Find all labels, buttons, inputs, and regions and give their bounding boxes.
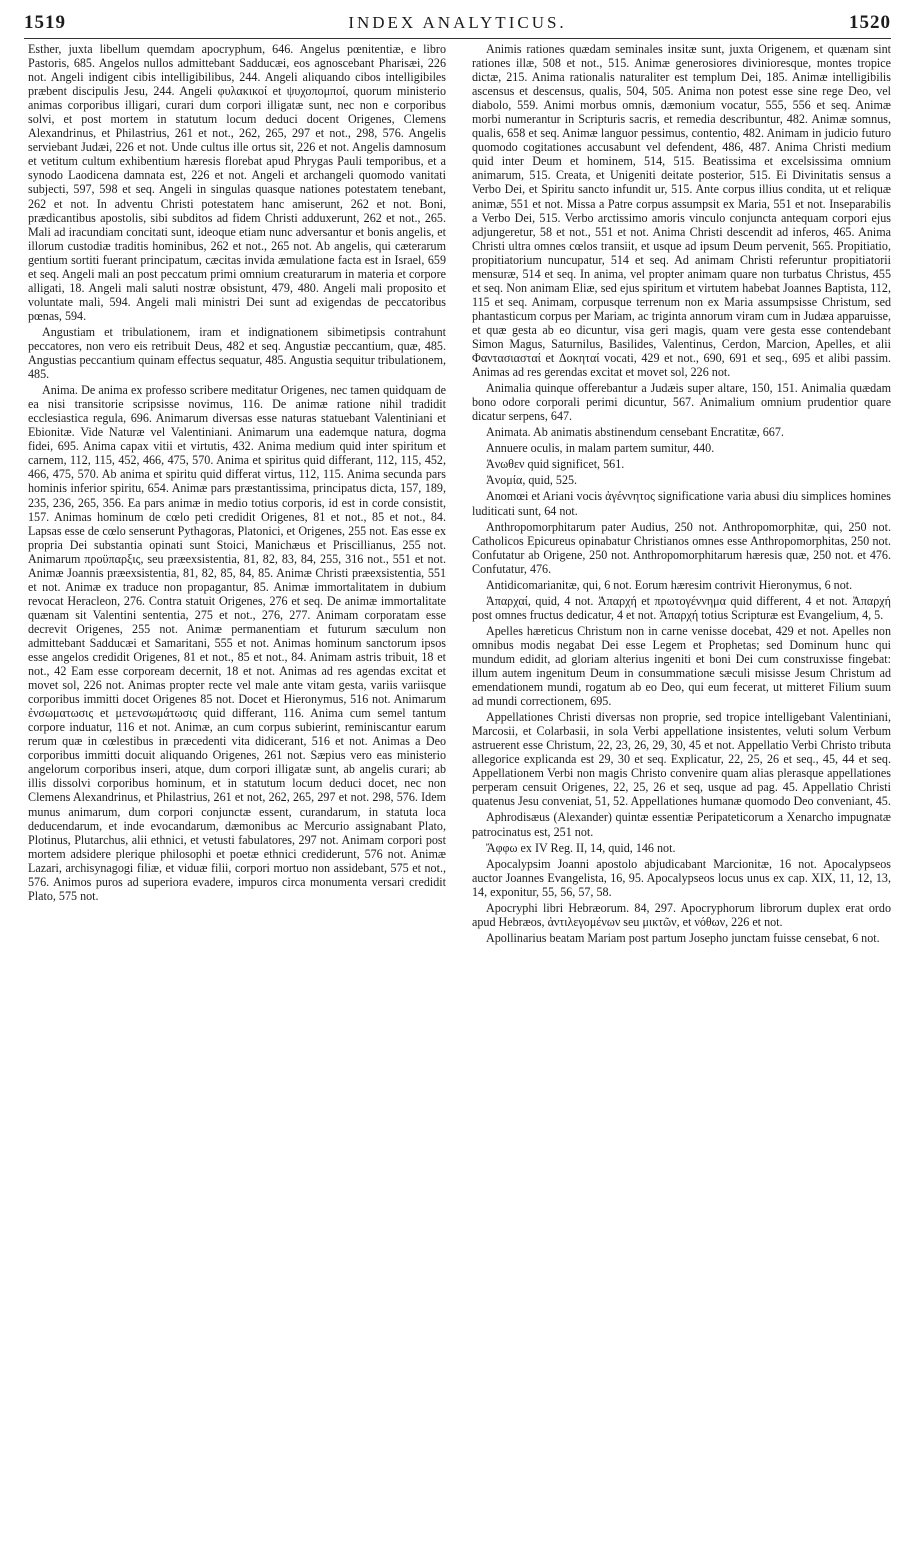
index-entry: Appellationes Christi diversas non proprie, sed tropice intelligebant Valentiniani, Marcosii, et Colarbasii, in sola Verbi appellatione insistentes, veluti solum Verbum astruerent esse Christum, 22, 23, 26, 29, 30, 45 et not. Appellatio Verbi Christo tributa allegorice explicanda est 29, 30 et seq. Explicatur, 22, 25, 26 et seq., 45, 44 et seq. Appellationem Verbi non magis Christo convenire quam alias plerasque appellationes perperam censuit Origenes, 22, 25, 26 et seq, usque ad pag. 45. Appellatio Christi quatenus Jesu conveniat, 51, 52. Appellationes humanæ quomodo Deo conveniant, 45. <box>472 710 891 809</box>
index-entry: Animalia quinque offerebantur a Judæis super altare, 150, 151. Animalia quædam bono odore corporali perimi dicuntur, 567. Animalium omnium prudentior quare dicatur serpens, 647. <box>472 381 891 424</box>
page-number-right: 1520 <box>849 12 891 33</box>
right-column <box>472 42 891 1557</box>
index-entry: Ἀπαρχαί, quid, 4 not. Ἀπαρχή et πρωτογέννημα quid different, 4 et not. Ἀπαρχή post omnes fructus dedicatur, 4 et not. Ἀπαρχή totius Scripturæ est Evangelium, 4, 5. <box>472 593 891 622</box>
index-entry: Annuere oculis, in malam partem sumitur, 440. <box>486 441 715 456</box>
left-column <box>28 42 446 1557</box>
index-entry: Apocalypsim Joanni apostolo abjudicabant Marcionitæ, 16 not. Apocalypseos auctor Joannes Evangelista, 16, 95. Apocalypseos locus unus ex cap. XIX, 11, 12, 13, 14, exponitur, 55, 56, 57, 58. <box>472 856 891 899</box>
index-entry: Ἀνομία, quid, 525. <box>486 473 578 488</box>
index-entry: Anthropomorphitarum pater Audius, 250 not. Anthropomorphitæ, qui, 250 not. Catholicos Epicureus opinabatur Christianos omnes esse Anthropomorphitas, 250 not. Confutatur ab Origene, 250 not. Anthropomorphitarum hæresis quæ, 250 not. et 476. Confutatur, 476. <box>472 519 891 576</box>
index-entry: Apocryphi libri Hebræorum. 84, 297. Apocryphorum librorum duplex erat ordo apud Hebræos, ἀντιλεγομένων seu μικτῶν, et νόθων, 226 et not. <box>472 900 891 929</box>
index-entry: Apelles hæreticus Christum non in carne venisse docebat, 429 et not. Apelles non omnibus modis negabat Dei esse Legem et Prophetas; sed Dominum hunc qui mundum edidit, ad gloriam alterius ingeniti et boni Dei cum construxisse fingebat: illum autem ingenitum Deum in consummatione sæculi misisse Jesum Christum ad emendationem mundi, rogatum ab eo Deo, qui eum fecerat, ut mitteret Filium suum ad mundi correctionem, 695. <box>472 623 891 709</box>
index-entry: Ἀνωθεν quid significet, 561. <box>486 457 625 472</box>
index-entry: Animis rationes quædam seminales insitæ sunt, juxta Origenem, et quænam sint rationes illæ, 508 et not., 515. Animæ generosiores divinioresque, montes tropice dictæ, 215. Anima rationalis naturaliter est templum Dei, 185. Animæ intelligibilis ascensus et descensus, qualis, 504, 505. Anima non potest esse sine rege Deo, vel diabolo, 559. Animi morbus omnis, dæmonium vocatur, 555, 556 et seq. Animæ morbi numerantur in Scripturis sacris, et remedia describuntur, 482. Animæ somnus, qualis, 658 et seq. Animæ languor pessimus, contentio, 482. Animam in judicio futuro quomodo cogitationes accusabunt vel defendent, 486, 487. Anima Christi medium quid inter Deum et hominem, 514, 515. Beatissima et excelsissima omnium animarum, 515. Creata, et Unigeniti deitate posterior, 515. Ei Divinitatis sensus a Verbo Dei, et Spiritu sancto infundit ur, 515. Ante corpus illius condita, ut et reliquæ animæ, 551 et not. Missa a Patre corpus assumpsit ex Maria, 551 et not. Inseparabilis a Verbo Dei, 515. Verbo arctissimo amoris vinculo conjuncta antequam corpori ejus adjungeretur, 58 et not., 551 et not. Anima Christi descendit ad inferos, 465. Anima Christi ultra omnes cœlos transiit, et usque ad ipsum Deum pervenit, 565. Propitiatio, propitiatorium nuncupatur, 514 et seq. Ad animam Christi referuntur propitiatorii mensuræ, 514 et seq. In anima, vel propter animam quare non turbatus Christus, 455 et seq. Non animam Eliæ, sed ejus spiritum et virtutem habebat Joannes Baptista, 112, 115 et seq. Animam, corpusque terrenum non ex Maria assumpsisse Christum, sed phantasticum corpus per Mariam, ac triginta annorum viram cum in Judæa apparuisse, et quæ gesta ab eo dicuntur, visa geri magis, quam vere gesta esse contendebant Simon Magus, Saturnilus, Basilides, Valentinus, Cerdon, Marcion, Apelles, et alii Φαντασιασταί et Δοκηταί vocati, 429 et not., 690, 691 et seq., 695 et alibi passim. Animas ad res gerendas excitat et movet sol, 226 not. <box>472 42 891 380</box>
running-title: INDEX ANALYTICUS. <box>348 13 567 32</box>
index-entry: Esther, juxta libellum quemdam apocryphum, 646. Angelus pœnitentiæ, e libro Pastoris, 685. Angelos nullos admittebant Sadducæi, eos agnoscebant Pharisæi, 226 not. Angeli indigent cibis intelligibilibus, 244. Angeli aliquando cibos intelligibiles præbent discipulis Jesu, 244. Angeli φυλακικοί et ψυχοπομποί, quorum ministerio animas corporibus illigari, curari dum corpori illigatæ sunt, nec non e corporibus solvi, et post mortem in statutum locum deduci docent Origenes, Clemens Alexandrinus, et Philastrius, 261 et not., 262, 265, 297 et not., 298, 576. Angelis serviebant Judæi, 226 et not. Unde cultus ille ortus sit, 226 et not. Angelis damnosum et vetitum cultum exhibentium hæresis florebat apud Phrygas Pauli temporibus, et a synodo Laodicena damnata est, 226 et not. Angeli et archangeli quomodo vanitati subjecti, 597, 598 et seq. Angeli in singulas quasque nationes potestatem tenebant, 262 et not. In adventu Christi potestatem hanc amiserunt, 262 et not. Boni, prædicantibus apostolis, sibi subditos ad fidem Christi adduxerunt, 262 et not., 265. Mali ad iracundiam concitati sunt, ideoque etiam nunc adversantur et bonis angelis, et illorum custodiæ traditis hominibus, 262 et not., 265 not. Ab angelis, qui cæterarum gentium sortiti fuerant principatum, cæcitas invida æmulatione facta est in Israel, 659 et seq. Angeli mali an post peccatum primi omnium creaturarum in materia et corpore alligati, 18. Angeli mali saluti nostræ obsistunt, 479, 480. Angeli mali proposito et voluntate mali, 594. Angeli mali ministri Dei sunt ad exigendas de peccatoribus pœnas, 594. <box>28 42 446 323</box>
index-entry: Anomœi et Ariani vocis ἀγέννητος significatione varia abusi diu simplices homines luditicati sunt, 64 not. <box>472 489 891 518</box>
page-number-left: 1519 <box>24 12 66 33</box>
index-entry: Apollinarius beatam Mariam post partum Josepho junctam fuisse censebat, 6 not. <box>486 930 880 945</box>
index-entry: Aphrodisæus (Alexander) quintæ essentiæ Peripateticorum a Xenarcho impugnatæ patrocinatus est, 251 not. <box>472 810 891 839</box>
running-head <box>24 12 891 39</box>
index-entry: Anima. De anima ex professo scribere meditatur Origenes, nec tamen quidquam de ea nisi transitorie scripsisse novimus, 116. De animæ ratione nihil tradidit ecclesiastica regula, 696. Animarum diversas esse naturas statuebant Valentiniani et Ebionitæ. Vide Naturæ vel Valentiniani. Animarum una eademque natura, dogma fidei, 695. Anima capax vitii et virtutis, 432. Anima medium quid inter spiritum et carnem, 112, 115, 452, 466, 475, 570. Anima et spiritus quid differant, 112, 115, 452, 466, 475, 570. Ab anima et spiritu quid differat virtus, 112, 115. Anima secunda pars hominis inferior spiritu, 654. Animæ pars præstantissima, principatus dicta, 157, 189, 235, 236, 265, 356. Ea pars animæ in medio totius corporis, id est in corde consistit, 157. Animas hominum de cœlo peti credidit Origenes, 81 et not., 85 et not., 84. Lapsas esse de cœlo senserunt Pythagoras, Platonici, et Origenes, 255 not. Eas esse ex propria Dei substantia opinati sunt Stoici, Manichæus et Priscillianus, 255 not. Animarum προϋπαρξις, seu præexsistentia, 81, 82, 83, 84, 255, 316 not., 551 et not. Animæ Joannis præexsistentia, 81, 82, 85, 84, 85. Animæ Christi præexsistentia, 551 et not. Animæ ex traduce non propagantur, 85. Animæ immortalitatem in dubium revocat Heracleon, 276. Contra statuit Origenes, 276 et seq. De animæ immortalitate quænam sit Valentini sententia, 275 et not., 276, 277. Animam corporatam esse decrevit Origenes, 255 not. Animæ permanentiam et futurum sæculum non admittebant Sadducæi et Samaritani, 555 et not. Animas hominum sanctorum ipsos esse angelos credidit Origenes, 81 et not., 85 et not., 84. Animam astris tribuit, 18 et not., 42 Eam esse corpoream decernit, 18 et not. Animas ad res agendas excitat et movet sol, 226 not. Animas propter recte vel male ante vitam gesta, variis variisque corporibus immitti docet Origenes 85 not. Docet et Hieronymus, 516 not. Animarum ἐνσωματωσις et μετενσωμάτωσις quid differant, 116. Anima cum semel tantum corpore induatur, 116 et not. Animæ, an cum corpus subierint, reminiscantur earum rerum quæ in cœlestibus in præcedenti vita didicerant, 516 et not. Animas a Deo corporibus immitti docuit aliquando Origenes, 261 not. Sæpius vero eas ministerio angelorum corporibus inseri, atque, dum corpori illigatæ sunt, ab angelis curari; ab illis dissolvi corporibus hominum, et in statutum locum deduci docet, nec non Clemens Alexandrinus, et Philastrius, 261 et not, 262, 265, 297 et not. 298, 576. Idem munus animarum, dum corpori conjunctæ essent, curandarum, in statuta loca deducendarum, et inde evocandarum, dæmonibus ac Mercurio assignabant Plato, Plotinus, Plutarchus, alii ethnici, et vetusti fabulatores, 297 not. Animam corpori post mortem adsidere plerique philosophi et poetæ ethnici crediderunt, 576 not. Animæ Lazari, archisynagogi filiæ, et viduæ filii, corpori mortuo non assidebant, 575 et not., 576. Animos puros ad superiora evadere, impuros circa monumenta versari credidit Plato, 575 not. <box>28 383 446 903</box>
index-entry: Antidicomarianitæ, qui, 6 not. Eorum hæresim contrivit Hieronymus, 6 not. <box>486 577 853 592</box>
index-entry: Ἄφφω ex IV Reg. II, 14, quid, 146 not. <box>486 840 676 855</box>
index-entry: Animata. Ab animatis abstinendum censebant Encratitæ, 667. <box>486 425 784 440</box>
index-entry: Angustiam et tribulationem, iram et indignationem sibimetipsis contrahunt peccatores, non vero eis retribuit Deus, 482 et seq. Angustiæ peccantium, quæ, 485. Angustias peccantium quinam effectus sequatur, 485. Angustia sequitur tribulationem, 485. <box>28 324 446 382</box>
